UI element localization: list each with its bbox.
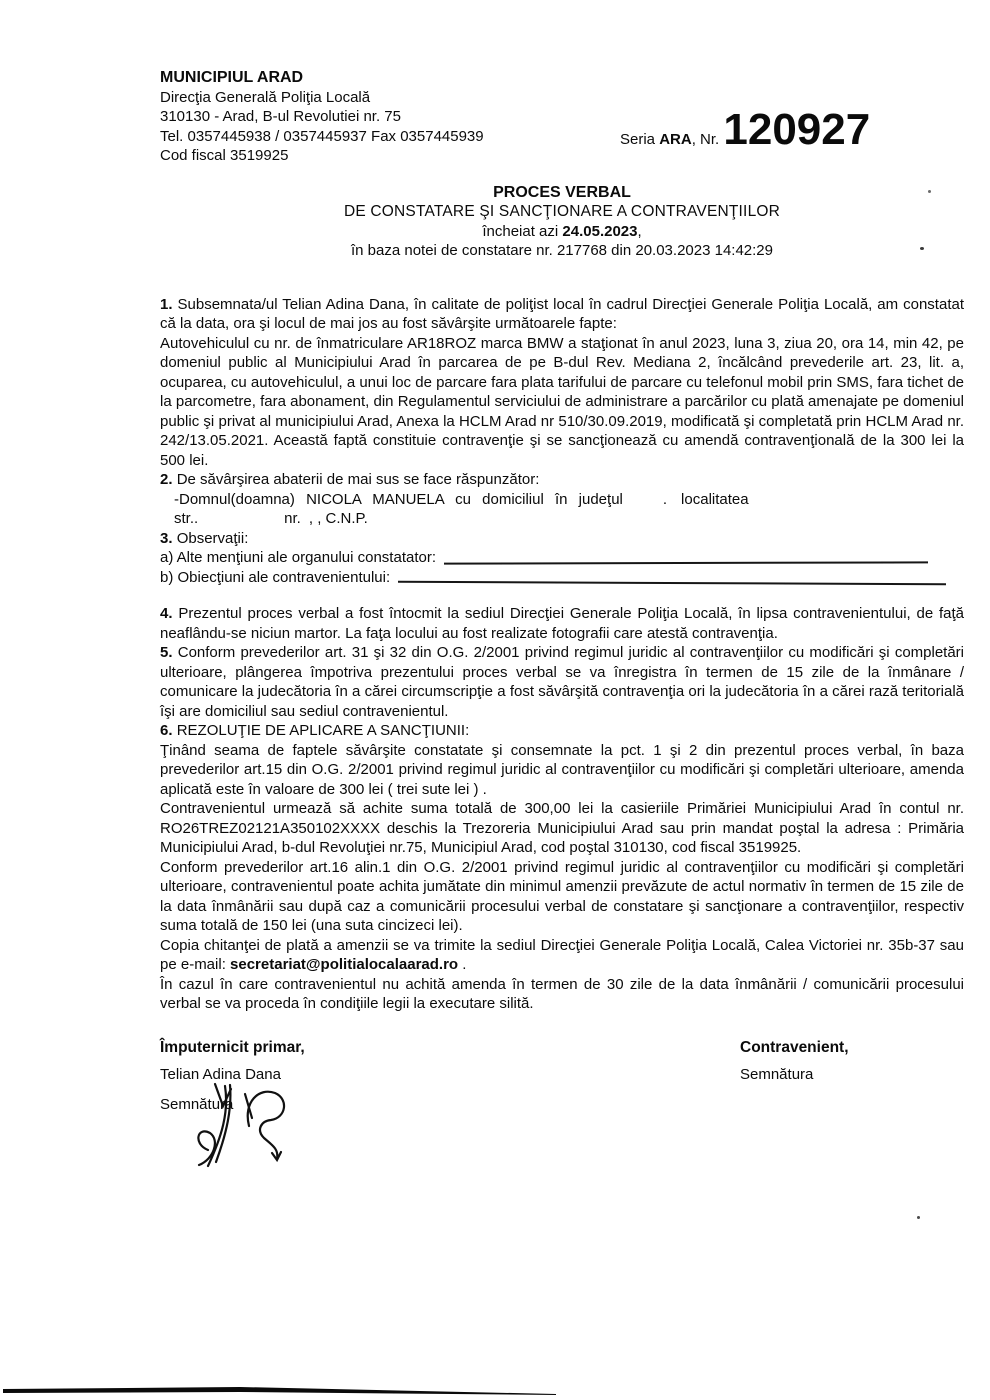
receipt-text-suffix: .	[458, 956, 467, 973]
section-1-facts: Autovehiculul cu nr. de înmatriculare AR18ROZ marca BMW a staţionat în anul 2023, luna 3, ziua 20, ora 14, min 42, pe domeniul public al Municipiului Arad în parcarea de pe B-dul Rev. Mediana 2, încălcând prevederile art. 23, lit. a, ocuparea, cu autovehiculul, a unui loc de parcare fara plata tarifului de parcare cu telefonul mobil prin SMS, fara tichet de la parcometre, fara abonament, din Regulamentul serviciului de administrare a parcărilor cu plată amenajate pe domeniul public şi privat al municipiului Arad, Anexa la HCLM Arad nr 510/30.09.2019, modificată şi completată prin HCLM Arad nr. 242/13.05.2021. Această faptă constituie contravenţie şi se sancţionează cu amendă contravenţională de la 300 lei la 500 lei.	[160, 334, 964, 469]
title-main: PROCES VERBAL	[493, 183, 631, 201]
section-1-number: 1.	[160, 295, 173, 313]
receipt-text-prefix: Copia chitanţei de plată a amenzii se va trimite la sediul Direcţiei Generale Poliţia Locală, Calea Victoriei nr. 35b-37 sau pe e-mail:	[160, 936, 964, 973]
section-6-heading	[160, 721, 964, 741]
fiscal-code-line: Cod fiscal 3519925	[160, 147, 289, 164]
section-1-text: Subsemnata/ul Telian Adina Dana, în calitate de poliţist local în cadrul Direcţiei Generale Poliţia Locală, am constatat că la data, ora şi locul de mai jos au fost săvârşite următoarele fapte:	[160, 295, 964, 332]
seria-label: Seria	[620, 131, 656, 148]
document-number: 120927	[723, 105, 871, 154]
receipt-paragraph	[160, 936, 964, 975]
nr-label: , Nr.	[691, 131, 720, 148]
offender-objections-label: b) Obiecţiuni ale contravenientului:	[160, 568, 391, 586]
cnp-label: , , C.N.P.	[308, 510, 368, 527]
document-title-block	[160, 183, 964, 261]
officer-role-label: Împuternicit primar,	[160, 1038, 305, 1056]
offender-objections-blank-line	[398, 581, 946, 585]
date-prefix: încheiat azi	[482, 222, 559, 240]
scan-artifact-line	[0, 1384, 580, 1400]
phone-fax-line: Tel. 0357445938 / 0357445937 Fax 0357445939	[160, 127, 484, 145]
section-1-intro	[160, 295, 964, 334]
section-6-number: 6.	[160, 722, 173, 739]
seria-value: ARA	[659, 131, 692, 148]
officer-name: Telian Adina Dana	[160, 1066, 281, 1083]
address-line: 310130 - Arad, B-ul Revolutiei nr. 75	[160, 108, 401, 125]
spacer	[160, 587, 964, 604]
section-2-number: 2.	[160, 471, 173, 488]
section-2-text: De săvârşirea abaterii de mai sus se face răspunzător:	[176, 471, 540, 488]
payment-paragraph: Contravenientul urmează să achite suma totală de 300,00 lei la casieriile Primăriei Municipiului Arad în contul nr. RO26TREZ02121A350102XXXX deschis la Trezoreria Municipiului Arad sau prin mandat poştal la adresa : Primăria Municipiului Arad, b-dul Revoluţiei nr.75, Municipiul Arad, cod poştal 310130, cod fiscal 3519925.	[160, 800, 964, 856]
number-label: nr.	[284, 510, 301, 527]
section-5	[160, 643, 964, 721]
street-line	[160, 509, 964, 529]
series-number-block	[620, 105, 871, 154]
scan-speck	[920, 247, 924, 250]
document-content	[160, 68, 964, 1188]
email-address: secretariat@politialocalaarad.ro	[230, 956, 459, 973]
offender-signature-block	[740, 1038, 849, 1088]
title-basis-line: în baza notei de constatare nr. 217768 din 20.03.2023 14:42:29	[350, 242, 773, 259]
offender-line	[160, 490, 964, 510]
officer-signature-label: Semnătura	[160, 1096, 234, 1113]
title-subtitle: DE CONSTATARE ŞI SANCŢIONARE A CONTRAVENŢIILOR	[343, 203, 781, 220]
street-label: str..	[174, 510, 199, 527]
section-2-heading	[160, 470, 964, 490]
officer-mentions-label: a) Alte menţiuni ale organului constatator:	[160, 549, 436, 566]
section-4	[160, 604, 964, 643]
offender-prefix: -Domnul(doamna)	[174, 490, 295, 508]
scan-speck	[917, 1216, 920, 1219]
section-6-heading-text: REZOLUŢIE DE APLICARE A SANCŢIUNII:	[176, 722, 470, 739]
section-5-text: Conform prevederilor art. 31 şi 32 din O.G. 2/2001 privind regimul juridic al contravenţiilor cu modificări şi completări ulterioare, plângerea împotriva prezentului proces verbal se va înregistra în termen de 15 zile de la înmânare / comunicare la judecătoria în a cărei circumscripţie a fost săvârşită contravenţia ori la judecătoria în a cărei rază teritorială îşi are domiciliul sau sediul contravenientul.	[160, 644, 965, 720]
offender-signature-label: Semnătura	[740, 1066, 814, 1083]
organization-name: MUNICIPIUL ARAD	[160, 69, 304, 86]
section-4-number: 4.	[160, 605, 173, 622]
scan-speck	[928, 190, 931, 193]
section-3-number: 3.	[160, 529, 173, 547]
offender-name: NICOLA MANUELA	[306, 490, 444, 508]
county-dot: .	[662, 490, 668, 508]
officer-mentions-row	[160, 548, 964, 568]
locality-label: localitatea	[681, 490, 749, 508]
title-date-line	[160, 222, 964, 242]
section-4-text: Prezentul proces verbal a fost întocmit la sediul Direcţiei Generale Poliţia Locală, în lipsa contravenientului, de faţă neaflându-se niciun martor. La faţa locului au fost realizate fotografii care atestă contravenţia.	[160, 605, 965, 642]
section-3-text: Observaţii:	[176, 529, 249, 547]
offender-domicile-text: cu domiciliul în judeţul	[455, 490, 623, 508]
date-suffix: ,	[637, 222, 642, 240]
offender-role-label: Contravenient,	[740, 1038, 849, 1056]
handwritten-signature	[185, 1074, 315, 1174]
department-line: Direcţia Generală Poliţia Locală	[160, 88, 371, 106]
enforcement-paragraph: În cazul în care contravenientul nu achită amenda în termen de 30 zile de la data înmânării / comunicării procesului verbal se va proceda în condiţiile legii la executare silită.	[160, 975, 964, 1012]
spacer	[160, 261, 964, 295]
document-date: 24.05.2023	[562, 222, 638, 240]
officer-mentions-blank-line	[444, 561, 928, 564]
half-fine-paragraph: Conform prevederilor art.16 alin.1 din O.G. 2/2001 privind regimul juridic al contravenţiilor cu modificări şi completări ulterioare, contravenientul poate achita jumătate din minimul amenzii prevăzute de actul normativ în termen de 15 zile de la data înmânării sau după caz a comunicării procesului verbal de constatare şi sancţionare a contravenţiilor, respectiv suma totală de 150 lei (una suta cincizeci lei).	[160, 858, 964, 934]
section-3-heading	[160, 529, 964, 549]
signatures-block	[160, 1038, 964, 1188]
sanction-paragraph: Ţinând seama de faptele săvârşite constatate şi consemnate la pct. 1 şi 2 din prezentul proces verbal, în baza prevederilor art.15 din O.G. 2/2001 privind regimul juridic al contravenţiilor cu modificări şi completări ulterioare, amenda aplicată este în valoare de 300 lei ( trei sute lei ) .	[160, 741, 964, 798]
offender-objections-row	[160, 568, 964, 588]
section-5-number: 5.	[160, 644, 173, 661]
officer-signature-block	[160, 1038, 305, 1118]
letterhead	[160, 68, 964, 166]
